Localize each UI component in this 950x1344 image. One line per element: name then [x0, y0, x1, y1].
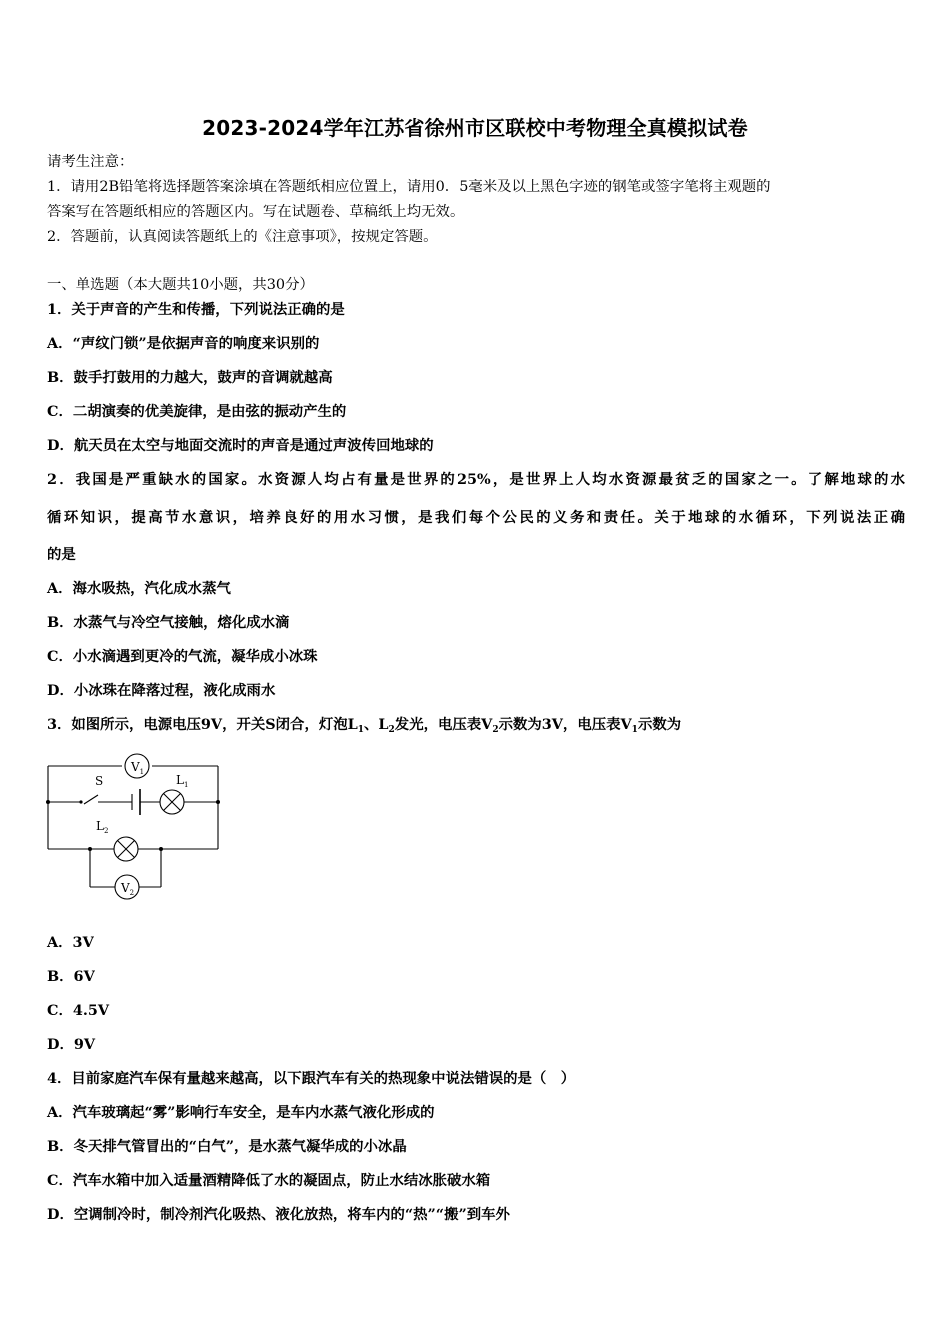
q1-option-b: B．鼓手打鼓用的力越大，鼓声的音调就越高: [47, 369, 333, 386]
switch-label: S: [95, 774, 104, 788]
q3-option-b: B．6V: [47, 968, 95, 985]
q2-option-a: A．海水吸热，汽化成水蒸气: [47, 580, 231, 597]
q1-stem: 1．关于声音的产生和传播，下列说法正确的是: [47, 301, 345, 318]
page-title: 2023-2024学年江苏省徐州市区联校中考物理全真模拟试卷: [202, 116, 748, 140]
q2-option-b: B．水蒸气与冷空气接触，熔化成水滴: [47, 614, 290, 631]
circuit-diagram: [40, 745, 230, 905]
q4-option-c: C．汽车水箱中加入适量酒精降低了水的凝固点，防止水结冰胀破水箱: [47, 1172, 491, 1189]
voltmeter-v1-label: $V_1$: [131, 760, 145, 776]
switch-icon: [79, 800, 82, 803]
q4-option-b: B．冬天排气管冒出的“白气”，是水蒸气凝华成的小冰晶: [47, 1138, 407, 1155]
q3-option-a: A．3V: [47, 934, 94, 951]
q4-option-a: A．汽车玻璃起“雾”影响行车安全，是车内水蒸气液化形成的: [47, 1104, 435, 1121]
q1-option-c: C．二胡演奏的优美旋律，是由弦的振动产生的: [47, 403, 347, 420]
lamp-l2-label: $L_2$: [96, 819, 109, 835]
notice-heading: 请考生注意：: [47, 154, 134, 170]
q4-stem: 4．目前家庭汽车保有量越来越高，以下跟汽车有关的热现象中说法错误的是（ ）: [47, 1070, 576, 1087]
q1-option-a: A．“声纹门锁”是依据声音的响度来识别的: [47, 335, 320, 352]
notice-item-1-line-1: 1．请用2B铅笔将选择题答案涂填在答题纸相应位置上，请用0．5毫米及以上黑色字迹的钢笔或签字笔将主观题的: [47, 179, 771, 195]
q2-option-c: C．小水滴遇到更冷的气流，凝华成小冰珠: [47, 648, 318, 665]
q2-stem-line-1: 2．我国是严重缺水的国家。水资源人均占有量是世界的25%，是世界上人均水资源最贫乏的国家之一。了解地球的水: [47, 471, 905, 488]
q3-option-d: D．9V: [47, 1036, 96, 1053]
q4-option-d: D．空调制冷时，制冷剂汽化吸热、液化放热，将车内的“热”“搬”到车外: [47, 1206, 510, 1223]
notice-item-1-line-2: 答案写在答题纸相应的答题区内。写在试题卷、草稿纸上均无效。: [47, 204, 465, 220]
q2-option-d: D．小冰珠在降落过程，液化成雨水: [47, 682, 276, 699]
q2-stem-line-3: 的是: [47, 546, 76, 563]
q1-option-d: D．航天员在太空与地面交流时的声音是通过声波传回地球的: [47, 437, 434, 454]
section-heading: 一、单选题（本大题共10小题，共30分）: [47, 277, 314, 293]
lamp-l1-label: $L_1$: [176, 773, 189, 789]
notice-item-2: 2．答题前，认真阅读答题纸上的《注意事项》，按规定答题。: [47, 229, 438, 245]
q3-stem: 3．如图所示，电源电压9V，开关S闭合，灯泡$L_1$、$L_2$发光，电压表$V_2$示数为3V，电压表$V_1$示数为: [47, 716, 682, 735]
q3-option-c: C．4.5V: [47, 1002, 110, 1019]
q2-stem-line-2: 循环知识，提高节水意识，培养良好的用水习惯，是我们每个公民的义务和责任。关于地球的水循环，下列说法正确: [47, 509, 905, 526]
voltmeter-v2-label: $V_2$: [121, 881, 135, 897]
